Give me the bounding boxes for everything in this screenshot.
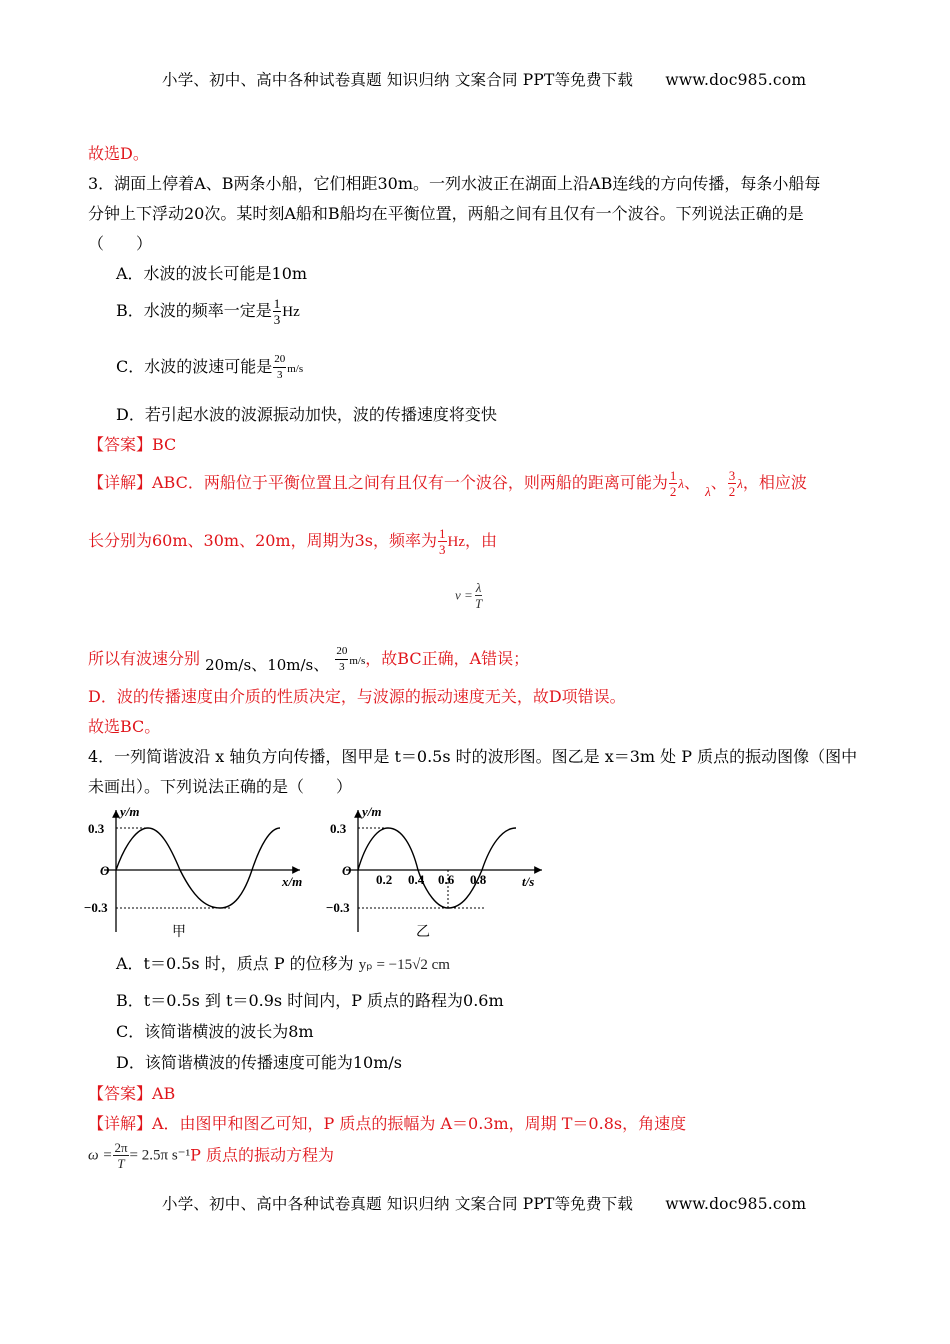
q4-exp2-text: P 质点的振动方程为	[190, 1145, 334, 1165]
q4-explanation-line2	[88, 1140, 334, 1171]
header-url: www.doc985.com	[665, 71, 807, 89]
q3-option-c-unit: m/s	[287, 363, 304, 375]
q3-stem-line1: 3．湖面上停着A、B两条小船，它们相距30m。一列水波正在湖面上沿AB连线的方向传播，每条小船每	[88, 174, 821, 193]
vibration-graph-yi	[326, 802, 546, 942]
q3-conclusion: 故选BC。	[88, 717, 161, 736]
q3-option-b-unit: Hz	[282, 304, 300, 320]
q3-exp1-text: 【详解】ABC．两船位于平衡位置且之间有且仅有一个波谷，则两船的距离可能为	[88, 473, 668, 492]
y-tick-positive: 0.3	[88, 821, 105, 836]
velocity-3-fraction	[335, 644, 348, 675]
q4-option-d: D．该简谐横波的传播速度可能为10m/s	[116, 1053, 402, 1072]
fraction-numerator: 20	[273, 352, 286, 368]
prev-conclusion: 故选D。	[88, 144, 149, 163]
q3-exp1-frac2	[728, 468, 737, 499]
omega-lhs: ω =	[88, 1147, 113, 1164]
q3-option-a: A．水波的波长可能是10m	[116, 264, 308, 283]
q3-stem-line3: （ ）	[88, 234, 153, 253]
graph-caption: 乙	[416, 925, 430, 940]
origin-label: O	[342, 863, 352, 878]
q3-explanation-line1	[88, 468, 807, 499]
lambda-symbol: λ	[678, 476, 684, 491]
separator: 、	[251, 655, 268, 674]
fraction-denominator: 2	[669, 484, 677, 499]
q3-option-b-text: B．水波的频率一定是	[116, 301, 272, 320]
q3-option-c-text: C．水波的波速可能是	[116, 357, 273, 376]
q3-exp3-post: ，故BC正确，A错误；	[365, 649, 530, 668]
q4-explanation-line1: 【详解】A．由图甲和图乙可知，P 质点的振幅为 A＝0.3m，周期 T＝0.8s，角速度	[88, 1114, 687, 1133]
fraction-denominator: 2	[728, 484, 736, 499]
q3-stem-line2: 分钟上下浮动20次。某时刻A船和B船均在平衡位置，两船之间有且仅有一个波谷。下列说法正确的是	[88, 204, 804, 223]
fraction-denominator: T	[117, 1156, 125, 1171]
q3-exp2-text: 长分别为60m、30m、20m，周期为3s，频率为	[88, 531, 437, 550]
q4-stem-line1: 4．一列简谐波沿 x 轴负方向传播，图甲是 t＝0.5s 时的波形图。图乙是 x＝3m 处 P 质点的振动图像（图中	[88, 747, 858, 766]
unit: Hz	[447, 534, 465, 550]
q3-option-c	[116, 352, 303, 383]
q3-explanation-line2	[88, 526, 497, 557]
q3-explanation-line4: D．波的传播速度由介质的性质决定，与波源的振动速度无关，故D项错误。	[88, 687, 626, 706]
omega-value: = 2.5π s⁻¹	[129, 1147, 191, 1164]
vibration-curve	[358, 828, 516, 908]
q3-answer: 【答案】BC	[88, 435, 177, 454]
fraction-numerator: 1	[669, 468, 677, 483]
q3-option-b	[116, 296, 300, 327]
y-tick-negative: −0.3	[84, 900, 108, 915]
unit: m/s	[349, 655, 366, 667]
q4-option-a-formula: yₚ = −15√2 cm	[358, 957, 450, 973]
formula-lhs: v =	[455, 587, 473, 603]
y-tick-positive: 0.3	[330, 821, 347, 836]
lambda-symbol: λ	[705, 484, 711, 499]
q4-answer: 【答案】AB	[88, 1084, 176, 1103]
origin-label: O	[100, 863, 110, 878]
footer-text: 小学、初中、高中各种试卷真题 知识归纳 文案合同 PPT等免费下载	[162, 1195, 634, 1213]
q3-exp2-post: ，由	[465, 531, 498, 550]
fraction-numerator: λ	[475, 580, 482, 595]
omega-fraction	[113, 1140, 128, 1171]
q3-option-b-fraction	[273, 296, 282, 327]
fraction-denominator: T	[475, 596, 483, 611]
fraction-numerator: 3	[728, 468, 736, 483]
graph-caption: 甲	[172, 925, 186, 940]
y-axis-label: y/m	[120, 804, 140, 819]
t-tick-0.4: 0.4	[408, 872, 425, 887]
q4-option-a-text: A．t＝0.5s 时，质点 P 的位移为	[116, 954, 354, 973]
fraction-denominator: 3	[273, 312, 281, 327]
lambda-symbol: λ	[737, 476, 743, 491]
page-footer	[162, 1192, 806, 1214]
fraction-numerator: 1	[439, 526, 446, 541]
fraction-denominator: 3	[439, 542, 446, 557]
q4-option-b: B．t＝0.5s 到 t＝0.9s 时间内，P 质点的路程为0.6m	[116, 991, 504, 1010]
separator: 、	[313, 655, 330, 674]
velocity-2: 10m/s	[267, 656, 314, 674]
t-tick-0.8: 0.8	[470, 872, 487, 887]
y-tick-negative: −0.3	[326, 900, 350, 915]
wave-graph-jia	[84, 802, 314, 942]
fraction-denominator: 3	[339, 661, 345, 673]
q3-formula	[455, 580, 483, 611]
q3-explanation-line3	[88, 644, 529, 675]
velocity-1: 20m/s	[205, 656, 252, 674]
q3-exp1-post: ，相应波	[742, 473, 807, 492]
footer-url: www.doc985.com	[665, 1195, 807, 1213]
q3-exp3-text: 所以有波速分别	[88, 649, 201, 668]
t-tick-0.2: 0.2	[376, 872, 393, 887]
header-text: 小学、初中、高中各种试卷真题 知识归纳 文案合同 PPT等免费下载	[162, 71, 634, 89]
q4-option-a	[116, 953, 450, 976]
q4-stem-line2: 未画出）。下列说法正确的是（ ）	[88, 777, 353, 796]
t-tick-0.6: 0.6	[438, 872, 455, 887]
q3-exp1-frac1	[669, 468, 678, 499]
fraction-numerator: 2π	[114, 1140, 128, 1155]
formula-fraction	[475, 580, 483, 611]
t-axis-label: t/s	[522, 874, 535, 889]
y-axis-label: y/m	[362, 804, 382, 819]
q3-option-d: D．若引起水波的波源振动加快，波的传播速度将变快	[116, 405, 497, 424]
q3-option-c-fraction	[273, 352, 286, 383]
separator: 、	[710, 473, 727, 492]
x-axis-label: x/m	[282, 874, 303, 889]
wave-curve	[116, 828, 280, 908]
fraction-numerator: 1	[273, 296, 281, 311]
fraction-denominator: 3	[277, 369, 283, 381]
q3-exp2-fraction	[438, 526, 447, 557]
q4-option-c: C．该简谐横波的波长为8m	[116, 1022, 314, 1041]
page-header	[162, 68, 806, 90]
fraction-numerator: 20	[335, 644, 348, 660]
separator: 、	[684, 473, 701, 492]
